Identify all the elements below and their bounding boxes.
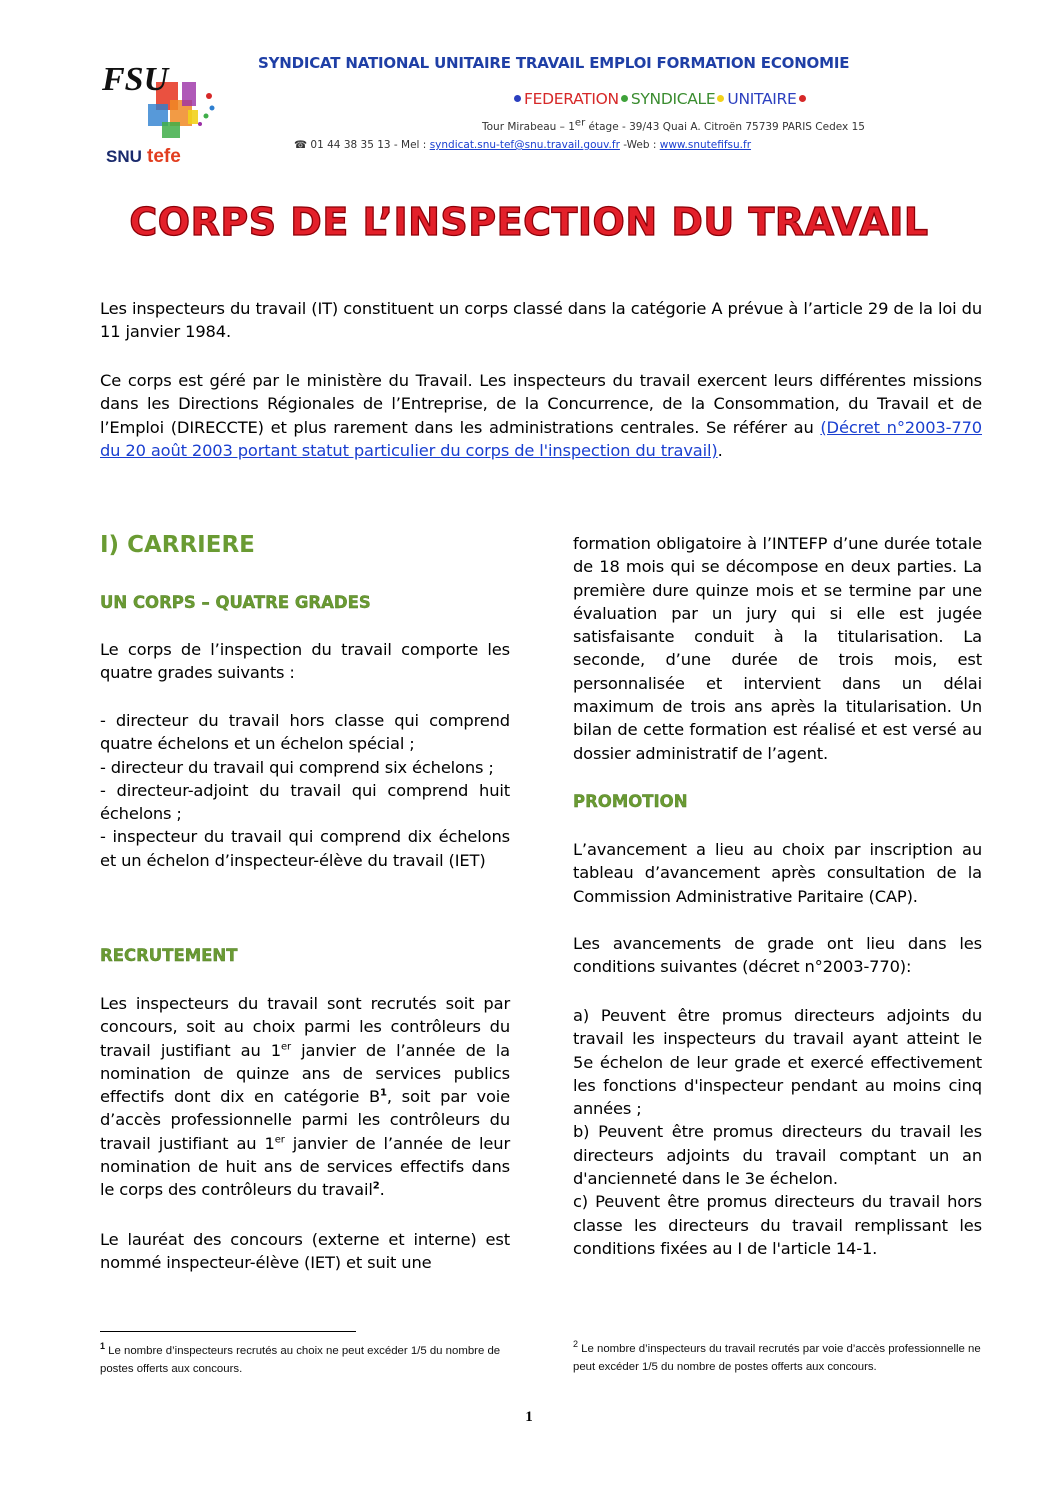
page-title: CORPS DE L’INSPECTION DU TRAVAIL	[129, 200, 929, 244]
blue-dot-icon	[514, 95, 521, 102]
logo-tefe-text: tefe	[147, 146, 181, 167]
logo-snu-text: SNU	[106, 147, 142, 166]
list-item: - directeur du travail qui comprend six échelons ;	[100, 757, 494, 777]
footnote-2: $^2$ Le nombre d’inspecteurs du travail recrutés par voie d’accès professionnelle ne peut excéder 1/5 du nombre de postes offerts aux concours.	[573, 1339, 981, 1373]
fsu-snutefe-logo	[100, 52, 222, 172]
postal-address: Tour Mirabeau – 1er étage - 39/43 Quai A. Citroën 75739 PARIS Cedex 15	[482, 117, 865, 133]
footnote-ref-1[interactable]: 1	[380, 1087, 387, 1099]
subheading-un-corps: UN CORPS – QUATRE GRADES	[100, 593, 371, 612]
syndicale-word: SYNDICALE	[630, 90, 716, 108]
promotion-conditions-list	[573, 1004, 982, 1260]
footnote-ref-2[interactable]: 2	[372, 1180, 380, 1192]
subheading-promotion: PROMOTION	[573, 792, 688, 811]
section-heading-carriere: I) CARRIERE	[100, 532, 255, 558]
grades-list	[100, 709, 510, 872]
red-dot-icon	[799, 95, 806, 102]
website-link[interactable]: www.snutefifsu.fr	[659, 139, 752, 151]
list-item: c) Peuvent être promus directeurs du travail hors classe les directeurs du travail remplissant les conditions fixées au I de l'article 14-1.	[573, 1192, 982, 1258]
logo-fsu-text: FSU	[102, 61, 169, 98]
grades-intro: Le corps de l’inspection du travail comporte les quatre grades suivants :	[100, 640, 510, 683]
green-dot-icon	[621, 95, 628, 102]
intro-paragraph-1: Les inspecteurs du travail (IT) constituent un corps classé dans la catégorie A prévue à l’article 29 de la loi du 11 janvier 1984.	[100, 299, 982, 342]
contact-line: ☎ 01 44 38 35 13 - Mel : syndicat.snu-tef@snu.travail.gouv.fr -Web : www.snutefifsu.fr	[294, 139, 752, 151]
list-item: - directeur du travail hors classe qui comprend quatre échelons et un échelon spécial ;	[100, 711, 510, 754]
unitaire-word: UNITAIRE	[727, 90, 797, 108]
footnote-separator	[100, 1331, 356, 1332]
page-number: 1	[525, 1409, 533, 1425]
phone-text: ☎ 01 44 38 35 13 - Mel :	[294, 139, 430, 151]
yellow-dot-icon	[717, 95, 724, 102]
organization-name: SYNDICAT NATIONAL UNITAIRE TRAVAIL EMPLOI FORMATION ECONOMIE	[258, 54, 850, 72]
email-link[interactable]: syndicat.snu-tef@snu.travail.gouv.fr	[429, 139, 620, 151]
intro-paragraph-2: Ce corps est géré par le ministère du Travail. Les inspecteurs du travail exercent leurs différentes missions dans les Directions Régionales de l’Entreprise, de la Concurrence, de la Consommation, du Travail et de l’Emploi (DIRECCTE) et plus rarement dans les administrations centrales. Se référer au (Décret n°2003-770 du 20 août 2003 portant statut particulier du corps de l'inspection du travail).	[100, 371, 982, 460]
list-item: a) Peuvent être promus directeurs adjoints du travail les inspecteurs du travail ayant atteint le 5e échelon de leur grade et exercé effectivement les fonctions d'inspecteur pendant au moins cinq années ;	[573, 1006, 982, 1119]
promotion-paragraph-1: L’avancement a lieu au choix par inscription au tableau d’avancement après consultation de la Commission Administrative Paritaire (CAP).	[573, 840, 982, 906]
recruitment-paragraph: Les inspecteurs du travail sont recrutés soit par concours, soit au choix parmi les contrôleurs du travail justifiant au 1er janvier de l’année de la nomination de quinze ans de services publics effectifs dont dix en catégorie $B^1$, soit par voie d’accès professionnelle parmi les contrôleurs du travail justifiant au 1er janvier de l’année de leur nomination de huit ans de services effectifs dans le corps des contrôleurs du travail$^2$.	[100, 994, 510, 1200]
list-item: - directeur-adjoint du travail qui comprend huit échelons ;	[100, 780, 510, 824]
list-item: b) Peuvent être promus directeurs du travail les directeurs adjoints du travail comptant un an d'ancienneté dans le 3e échelon.	[573, 1122, 982, 1189]
logo-graphic	[100, 52, 222, 172]
footnote-1: $^1$ Le nombre d’inspecteurs recrutés au choix ne peut excéder 1/5 du nombre de postes offerts aux concours.	[100, 1341, 501, 1375]
formation-paragraph: formation obligatoire à l’INTEFP d’une durée totale de 18 mois qui se décompose en deux parties. La première dure quinze mois et se termine par une évaluation par un jury qui si elle est jugée satisfaisante conduit à la titularisation. La seconde, d’une durée de trois mois, est personnalisée et intervient dans un délai maximum de trois ans après la titularisation. Un bilan de cette formation est réalisé et est versé au dossier administratif de l’agent.	[573, 534, 982, 763]
subheading-recrutement: RECRUTEMENT	[100, 946, 238, 965]
laureat-paragraph: Le lauréat des concours (externe et interne) est nommé inspecteur-élève (IET) et suit une	[100, 1230, 510, 1273]
decree-link[interactable]: (Décret n°2003-770 du 20 août 2003 portant statut particulier du corps de l'inspection du travail)	[100, 417, 982, 460]
federation-word: FEDERATION	[524, 90, 619, 108]
list-item: - inspecteur du travail qui comprend dix échelons et un échelon d’inspecteur-élève du travail (IET)	[100, 827, 510, 870]
promotion-paragraph-2: Les avancements de grade ont lieu dans les conditions suivantes (décret n°2003-770):	[573, 934, 982, 977]
federation-line	[512, 90, 809, 108]
